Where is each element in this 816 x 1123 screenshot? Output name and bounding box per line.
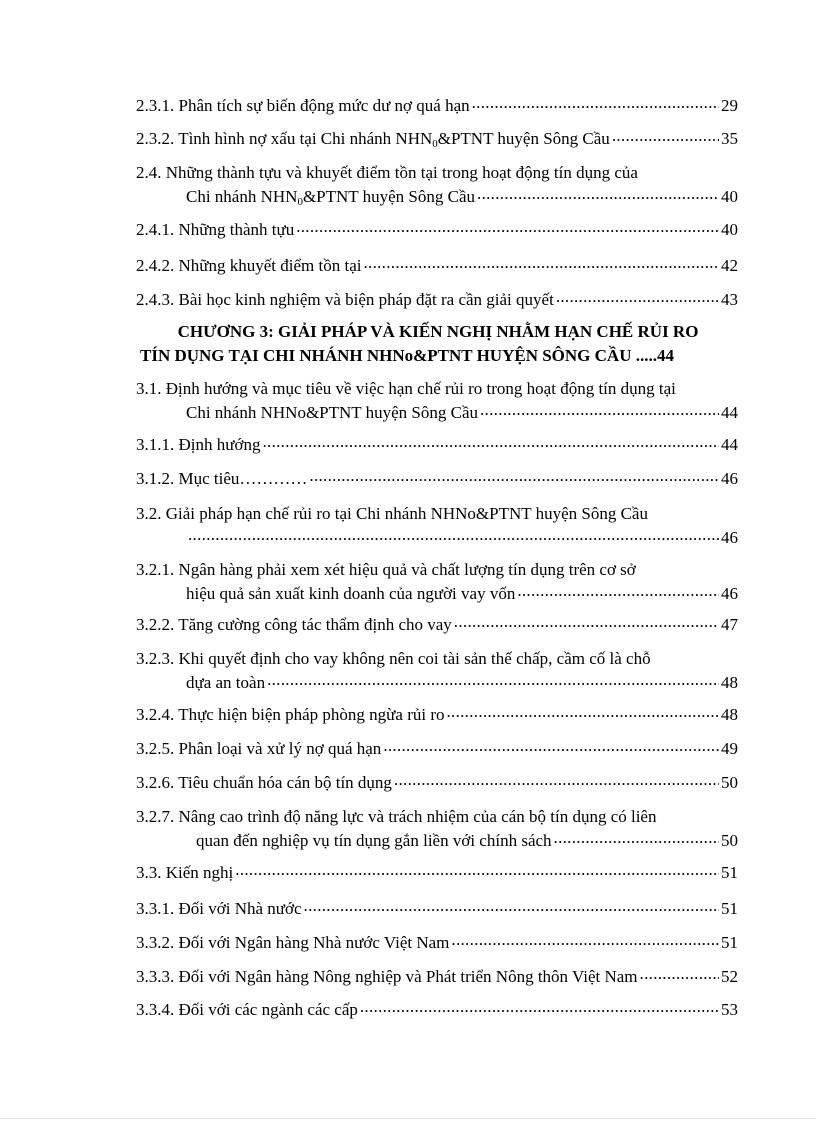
toc-entry-3-2-7[interactable] — [136, 805, 738, 853]
toc-page-number: 51 — [721, 933, 738, 952]
toc-page-number: 43 — [721, 290, 738, 309]
toc-page-number: 47 — [721, 615, 738, 634]
toc-entry-3-3-2[interactable] — [136, 931, 738, 955]
toc-entry-3-3[interactable] — [136, 861, 738, 885]
toc-number: 2.4.3. — [136, 290, 175, 309]
dot-leader — [554, 829, 719, 846]
toc-title: Đối với Ngân hàng Nông nghiệp và Phát triển Nông thôn Việt Nam — [178, 967, 638, 986]
dot-leader — [640, 965, 719, 982]
toc-page-number: 35 — [721, 129, 738, 148]
toc-page-number: 40 — [721, 220, 738, 239]
toc-title: Khi quyết định cho vay không nên coi tài sản thế chấp, cầm cố là chỗ — [178, 649, 651, 668]
toc-title: Những thành tựu và khuyết điểm tồn tại trong hoạt động tín dụng của — [165, 163, 638, 182]
toc-number: 2.4.2. — [136, 256, 175, 275]
toc-number: 3.2.3. — [136, 649, 175, 668]
chapter-3-heading[interactable] — [136, 320, 740, 368]
toc-entry-3-2-2[interactable] — [136, 613, 738, 637]
toc-title: Nâng cao trình độ năng lực và trách nhiệm của cán bộ tín dụng có liên — [178, 807, 657, 826]
dot-leader — [446, 703, 719, 720]
toc-page-number: 46 — [721, 469, 738, 488]
toc-title-line2: quan đến nghiệp vụ tín dụng gắn liền với chính sách — [196, 831, 552, 850]
toc-entry-3-3-3[interactable] — [136, 965, 738, 989]
dot-leader — [480, 401, 719, 418]
toc-number: 3.3.2. — [136, 933, 175, 952]
toc-title: Đối với Ngân hàng Nhà nước Việt Nam — [178, 933, 450, 952]
toc-number: 3.1.2. — [136, 469, 175, 488]
toc-entry-3-2-4[interactable] — [136, 703, 738, 727]
toc-page-number: 29 — [721, 96, 738, 115]
toc-title: Phân loại và xử lý nợ quá hạn — [178, 739, 382, 758]
toc-number: 2.4.1. — [136, 220, 175, 239]
toc-title-cont: &PTNT huyện Sông Cầu — [437, 129, 610, 148]
toc-number: 2.3.1. — [136, 96, 175, 115]
toc-title: Bài học kinh nghiệm và biện pháp đặt ra cần giải quyết — [178, 290, 554, 309]
toc-page-number: 46 — [721, 584, 738, 603]
dot-leader — [363, 254, 719, 271]
toc-title: Giải pháp hạn chế rủi ro tại Chi nhánh NHNo&PTNT huyện Sông Cầu — [165, 504, 648, 523]
toc-number: 3.1.1. — [136, 435, 175, 454]
toc-entry-3-1-1[interactable] — [136, 433, 738, 457]
dot-leader — [262, 433, 719, 450]
dot-leader — [188, 526, 719, 543]
chapter-title-line1: CHƯƠNG 3: GIẢI PHÁP VÀ KIẾN NGHỊ NHẰM HẠN CHẾ RỦI RO — [177, 322, 699, 341]
toc-number: 3.2. — [136, 504, 162, 523]
toc-page-number: 48 — [721, 673, 738, 692]
toc-entry-3-2-5[interactable] — [136, 737, 738, 761]
toc-page-number: 44 — [656, 346, 674, 365]
toc-title: Những khuyết điểm tồn tại — [178, 256, 362, 275]
dot-leader — [383, 737, 719, 754]
dot-leader — [517, 582, 719, 599]
toc-title-line2: Chi nhánh NHN — [186, 187, 298, 206]
toc-title: Định hướng — [178, 435, 261, 454]
toc-page-number: 40 — [721, 187, 738, 206]
toc-entry-2-4-3[interactable] — [136, 288, 738, 312]
toc-page-number: 51 — [721, 863, 738, 882]
toc-entry-3-2-3[interactable] — [136, 647, 738, 695]
page-bottom-divider — [0, 1118, 816, 1119]
dot-leader — [612, 127, 719, 144]
toc-title: Kiến nghị — [165, 863, 234, 882]
dot-leader — [454, 613, 719, 630]
toc-number: 3.3. — [136, 863, 162, 882]
dot-leader — [360, 998, 719, 1015]
toc-entry-2-4[interactable] — [136, 161, 738, 209]
toc-number: 3.2.4. — [136, 705, 175, 724]
toc-title: Tình hình nợ xấu tại Chi nhánh NHN — [178, 129, 433, 148]
subscript: 0 — [432, 138, 438, 150]
toc-number: 3.2.1. — [136, 560, 175, 579]
chapter-title-line2: TÍN DỤNG TẠI CHI NHÁNH NHNo&PTNT HUYỆN SÔNG CẦU — [140, 346, 632, 365]
toc-number: 3.2.6. — [136, 773, 175, 792]
toc-entry-2-4-2[interactable] — [136, 254, 738, 278]
toc-page-number: 53 — [721, 1000, 738, 1019]
toc-entry-2-3-2[interactable] — [136, 127, 738, 151]
toc-number: 3.2.7. — [136, 807, 175, 826]
toc-title-line2: dựa an toàn — [186, 673, 266, 692]
dot-leader — [556, 288, 719, 305]
toc-title: Tiêu chuẩn hóa cán bộ tín dụng — [178, 773, 392, 792]
toc-title: Đối với Nhà nước — [178, 899, 302, 918]
toc-title: Thực hiện biện pháp phòng ngừa rủi ro — [178, 705, 445, 724]
toc-number: 3.3.3. — [136, 967, 175, 986]
toc-entry-3-2-6[interactable] — [136, 771, 738, 795]
toc-title-line2: Chi nhánh NHNo&PTNT huyện Sông Cầu — [186, 403, 478, 422]
toc-number: 3.1. — [136, 379, 162, 398]
toc-number: 3.3.1. — [136, 899, 175, 918]
toc-entry-3-1-2[interactable] — [136, 467, 738, 491]
toc-page-number: 50 — [721, 773, 738, 792]
toc-page-number: 44 — [721, 403, 738, 422]
toc-page-number: 46 — [721, 528, 738, 547]
dot-leader — [477, 185, 719, 202]
toc-entry-2-4-1[interactable] — [136, 218, 738, 242]
toc-title: Mục tiêu………… — [178, 469, 308, 488]
toc-page-number: 49 — [721, 739, 738, 758]
toc-entry-3-2[interactable] — [136, 502, 738, 550]
toc-title: Ngân hàng phải xem xét hiệu quả và chất lượng tín dụng trên cơ sở — [178, 560, 636, 579]
toc-page-number: 52 — [721, 967, 738, 986]
dot-leader — [304, 897, 719, 914]
toc-page-number: 50 — [721, 831, 738, 850]
toc-title: Những thành tựu — [178, 220, 295, 239]
toc-number: 3.2.5. — [136, 739, 175, 758]
toc-title: Phân tích sự biến động mức dư nợ quá hạn — [178, 96, 470, 115]
toc-title-cont: &PTNT huyện Sông Cầu — [302, 187, 476, 206]
dot-leader — [394, 771, 719, 788]
toc-title: Định hướng và mục tiêu về việc hạn chế rủi ro trong hoạt động tín dụng tại — [165, 379, 676, 398]
dot-leader — [309, 467, 719, 484]
toc-entry-3-3-1[interactable] — [136, 897, 738, 921]
dot-leader — [267, 671, 719, 688]
toc-entry-3-3-4[interactable] — [136, 998, 738, 1022]
dot-leader — [296, 218, 719, 235]
toc-number: 2.3.2. — [136, 129, 175, 148]
toc-number: 2.4. — [136, 163, 162, 182]
toc-page-number: 51 — [721, 899, 738, 918]
toc-title: Tăng cường công tác thẩm định cho vay — [178, 615, 452, 634]
toc-title-line2: hiệu quả sản xuất kinh doanh của người vay vốn — [186, 584, 516, 603]
toc-page-number: 44 — [721, 435, 738, 454]
toc-page-number: 42 — [721, 256, 738, 275]
toc-page-number: 48 — [721, 705, 738, 724]
subscript: 0 — [297, 196, 303, 208]
dot-leader — [235, 861, 719, 878]
dot-leader: ..... — [631, 346, 657, 365]
toc-title: Đối với các ngành các cấp — [178, 1000, 358, 1019]
toc-number: 3.3.4. — [136, 1000, 175, 1019]
toc-number: 3.2.2. — [136, 615, 175, 634]
toc-entry-3-1[interactable] — [136, 377, 738, 425]
dot-leader — [472, 94, 719, 111]
toc-entry-3-2-1[interactable] — [136, 558, 738, 606]
toc-entry-2-3-1[interactable] — [136, 94, 738, 118]
dot-leader — [451, 931, 719, 948]
